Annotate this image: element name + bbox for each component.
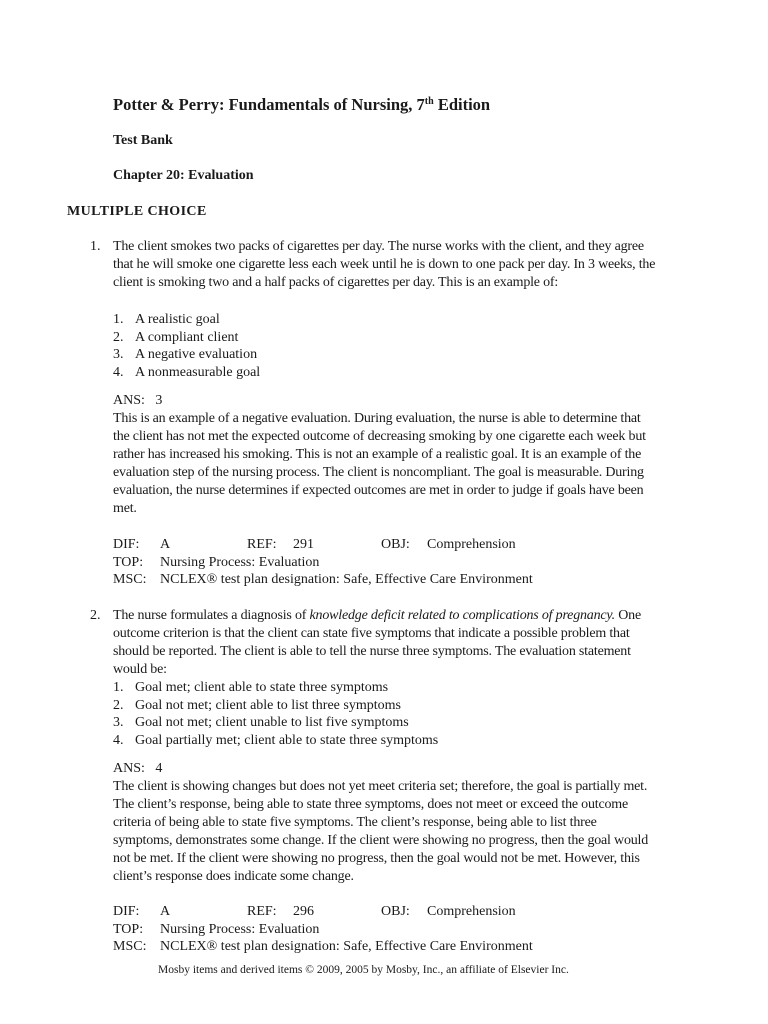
question-2-number: 2. xyxy=(90,608,101,623)
answer-value: 3 xyxy=(155,393,163,408)
question-2-answer: ANS: 4 xyxy=(113,761,163,776)
test-bank-label: Test Bank xyxy=(113,133,173,148)
misc-value: NCLEX® test plan designation: Safe, Effective Care Environment xyxy=(160,572,533,587)
question-2-stem: The nurse formulates a diagnosis of knowledge deficit related to complications of pregnancy. One outcome criterion is that the client can state five symptoms that indicate a possible problem that should be reported. The client is able to tell the nurse three symptoms. The evaluation statement would be: xyxy=(113,608,641,677)
section-title: MULTIPLE CHOICE xyxy=(67,204,207,219)
copyright-footer: Mosby items and derived items © 2009, 2005 by Mosby, Inc., an affiliate of Elsevier Inc. xyxy=(158,964,569,976)
objective-value: Comprehension xyxy=(427,537,516,552)
difficulty-value: A xyxy=(160,904,171,919)
book-title: Potter & Perry: Fundamentals of Nursing, 7th Edition xyxy=(113,95,491,114)
misc-value: NCLEX® test plan designation: Safe, Effective Care Environment xyxy=(160,939,533,954)
reference-page: 291 xyxy=(293,537,314,552)
question-1-metadata: DIF: A REF: 291 OBJ: Comprehension TOP: Nursing Process: Evaluation MSC: NCLEX® test plan designation: Safe, Effective Care Environment xyxy=(113,537,533,587)
question-1-stem: The client smokes two packs of cigarettes per day. The nurse works with the client, and they agree that he will smoke one cigarette less each week until he is down to one pack per day. In 3 weeks, the client is smoking two and a half packs of cigarettes per day. This is an example of: xyxy=(113,239,656,290)
option: 3. A negative evaluation xyxy=(113,347,258,362)
question-1-number: 1. xyxy=(90,239,101,254)
option: 4. Goal partially met; client able to state three symptoms xyxy=(113,732,439,748)
question-2-metadata: DIF: A REF: 296 OBJ: Comprehension TOP: Nursing Process: Evaluation MSC: NCLEX® test plan designation: Safe, Effective Care Environment xyxy=(113,904,533,954)
question-1-rationale: This is an example of a negative evaluation. During evaluation, the nurse is able to determine that the client has not met the expected outcome of decreasing smoking by one cigarette each week but rather has increased his smoking. This is not an example of a realistic goal. It is an example of the evaluation step of the nursing process. The client is noncompliant. The goal is measurable. During evaluation, the nurse determines if expected outcomes are met in order to judge if goals have been met. xyxy=(113,411,646,516)
nursing-diagnosis: knowledge deficit related to complications of pregnancy. xyxy=(309,608,615,623)
answer-value: 4 xyxy=(155,761,163,776)
option: 2. A compliant client xyxy=(113,329,239,345)
option: 1. Goal met; client able to state three symptoms xyxy=(113,680,389,695)
difficulty-value: A xyxy=(160,537,171,552)
option: 3. Goal not met; client unable to list five symptoms xyxy=(113,715,409,730)
objective-value: Comprehension xyxy=(427,904,516,919)
topic-value: Nursing Process: Evaluation xyxy=(160,921,320,937)
option: 1. A realistic goal xyxy=(113,312,220,327)
question-1-options xyxy=(113,311,260,381)
topic-value: Nursing Process: Evaluation xyxy=(160,554,320,570)
question-2-options xyxy=(113,679,438,749)
edition-superscript: th xyxy=(424,96,434,107)
option: 2. Goal not met; client able to list three symptoms xyxy=(113,697,401,713)
question-1-answer: ANS: 3 xyxy=(113,393,163,408)
reference-page: 296 xyxy=(293,904,314,919)
option: 4. A nonmeasurable goal xyxy=(113,364,261,380)
question-2-rationale: The client is showing changes but does not yet meet criteria set; therefore, the goal is partially met. The client’s response, being able to state three symptoms, does not meet or exceed the outcome criteria of being able to state five symptoms. The client’s response, being able to list three symptoms, demonstrates some change. If the client were showing no progress, then the goal would not be met. If the client were showing no progress, then the goal would not be met. However, this client’s response does indicate some change. xyxy=(113,779,649,884)
chapter-title: Chapter 20: Evaluation xyxy=(113,168,254,183)
